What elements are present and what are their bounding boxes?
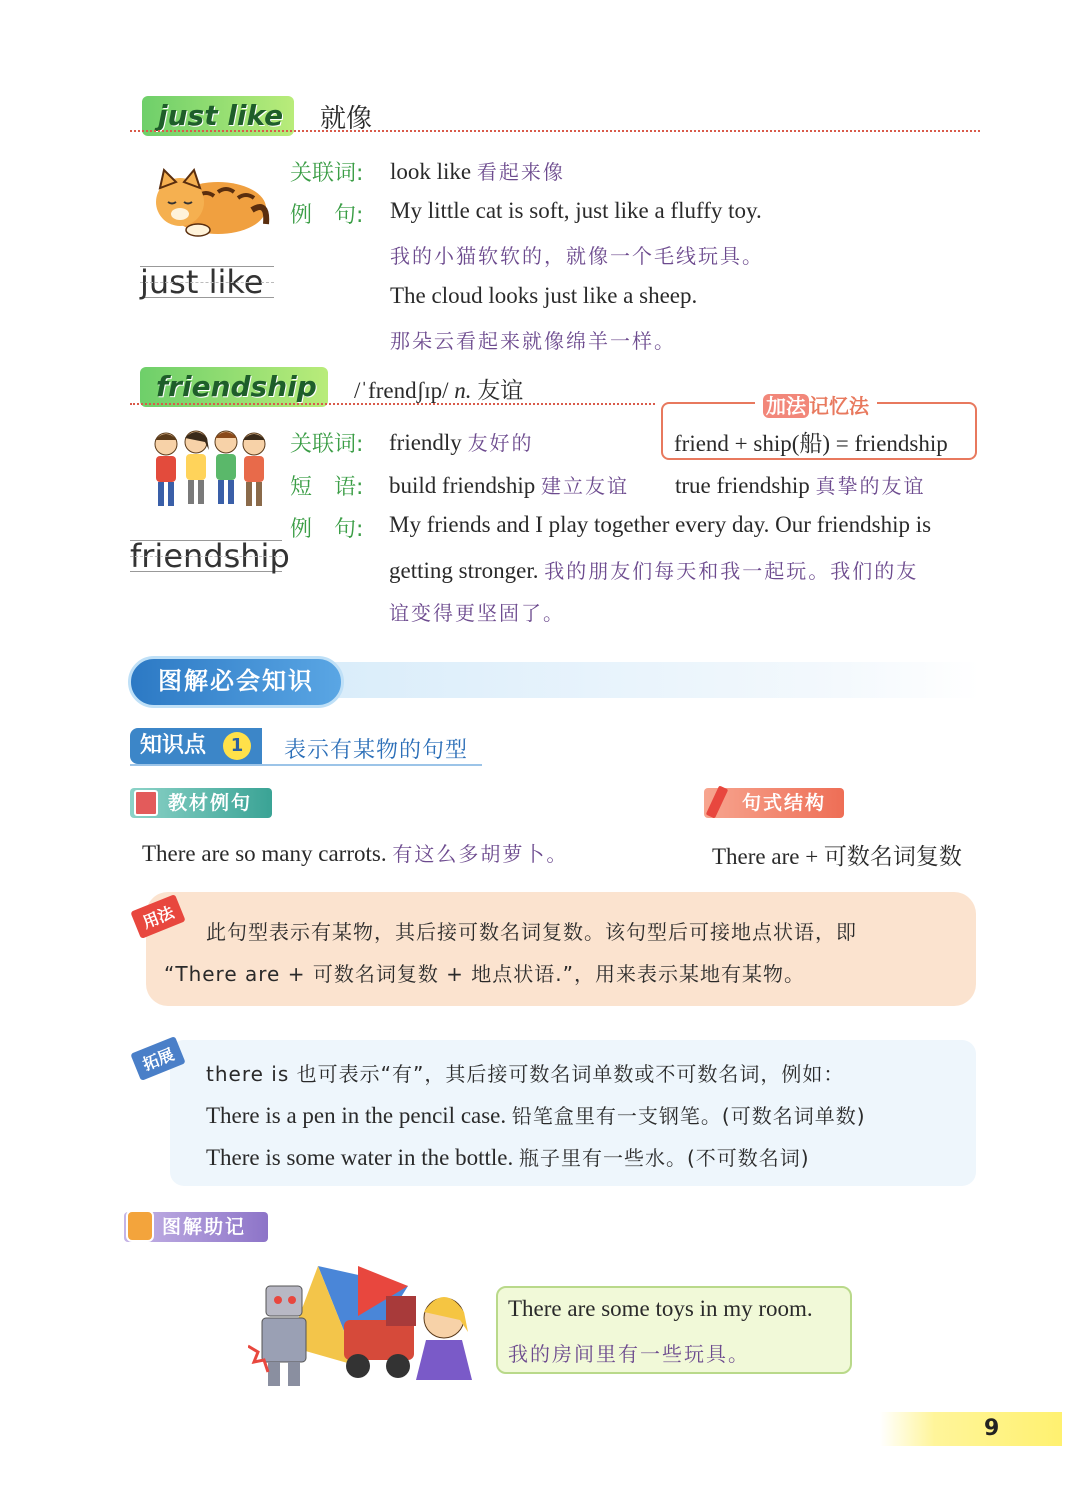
divider-line — [130, 130, 980, 132]
extension-line-1: there is 也可表示“有”，其后接可数名词单数或不可数名词，例如： — [206, 1062, 845, 1086]
structure-text: There are + 可数名词复数 — [712, 844, 962, 869]
usage-tag: 用法 — [130, 894, 185, 939]
phrase-1 — [389, 470, 629, 499]
word-tag-just-like: just like — [142, 96, 294, 136]
usage-box — [146, 892, 976, 1006]
related-word — [390, 156, 565, 185]
part-of-speech: n. — [454, 378, 472, 403]
usage-line-1: 此句型表示有某物，其后接可数名词复数。该句型后可接地点状语，即 — [206, 920, 857, 944]
example-cn-1: 我的小猫软软的，就像一个毛线玩具。 — [390, 244, 764, 268]
friendship-meaning: 友谊 — [477, 378, 524, 403]
related-en: look like — [390, 159, 472, 184]
extension-line-2-en: There is a pen in the pencil case. — [206, 1103, 507, 1128]
extension-line-2 — [206, 1100, 866, 1129]
example-line-2 — [389, 555, 918, 584]
phrase-1-en: build friendship — [389, 473, 536, 498]
knowledge-point-badge: 知识点 — [130, 728, 262, 764]
divider-line — [130, 403, 655, 405]
word-tag-friendship: friendship — [140, 367, 328, 407]
textbook-example-tag: 教材例句 — [130, 788, 272, 818]
example-line-2-en: getting stronger. — [389, 558, 539, 583]
textbook-sentence-en: There are so many carrots. — [142, 841, 387, 866]
example-cn-2: 那朵云看起来就像绵羊一样。 — [390, 329, 676, 353]
friends-illustration — [146, 424, 272, 516]
knowledge-point-number: 1 — [223, 732, 251, 760]
example-en-2: The cloud looks just like a sheep. — [390, 283, 698, 308]
extension-line-3-cn: 瓶子里有一些水。(不可数名词) — [518, 1146, 810, 1170]
just-like-meaning: 就像 — [320, 104, 373, 133]
example-line-1: My friends and I play together every day. Our friendship is — [389, 512, 932, 537]
textbook-sentence — [142, 838, 568, 867]
friendship-pronunciation — [354, 372, 523, 405]
book-icon — [134, 790, 158, 816]
page-number: 9 — [984, 1416, 1000, 1441]
diagram-note-en: There are some toys in my room. — [508, 1296, 813, 1321]
knowledge-point-title: 表示有某物的句型 — [284, 738, 469, 763]
phrase-2-en: true friendship — [675, 473, 810, 498]
section-banner-bg — [300, 662, 980, 698]
memory-tip-title — [755, 390, 877, 419]
example-label: 例 句: — [290, 517, 364, 542]
extension-tag: 拓展 — [130, 1036, 185, 1081]
toys-illustration — [248, 1256, 476, 1396]
page-number-bar — [880, 1412, 1062, 1446]
related-word — [389, 427, 534, 456]
diagram-note-cn: 我的房间里有一些玩具。 — [508, 1342, 750, 1366]
phrase-1-cn: 建立友谊 — [541, 474, 630, 498]
extension-line-3 — [206, 1142, 810, 1171]
related-en: friendly — [389, 430, 462, 455]
sentence-structure-tag: 句式结构 — [704, 788, 844, 818]
memory-tip-text: friend + ship(船) = friendship — [674, 431, 948, 456]
phrase-label: 短 语: — [290, 475, 364, 500]
extension-line-2-cn: 铅笔盒里有一支钢笔。(可数名词单数) — [511, 1104, 866, 1128]
handwriting-friendship: friendship — [130, 537, 290, 575]
memory-icon — [126, 1210, 154, 1242]
example-en-1: My little cat is soft, just like a fluffy toy. — [390, 198, 762, 223]
related-cn: 看起来像 — [476, 160, 565, 184]
memory-tip-title-highlight: 加法 — [763, 394, 809, 418]
phrase-2 — [675, 470, 926, 499]
knowledge-point-underline — [130, 764, 482, 766]
phonetic: /ˈfrendʃɪp/ — [354, 378, 449, 403]
phrase-2-cn: 真挚的友谊 — [815, 474, 926, 498]
related-label: 关联词: — [290, 432, 364, 457]
handwriting-just-like: just like — [140, 266, 274, 298]
related-label: 关联词: — [290, 161, 364, 186]
section-banner: 图解必会知识 — [128, 656, 344, 708]
extension-line-3-en: There is some water in the bottle. — [206, 1145, 514, 1170]
textbook-sentence-cn: 有这么多胡萝卜。 — [392, 842, 569, 866]
usage-line-2: “There are + 可数名词复数 + 地点状语.”，用来表示某地有某物。 — [164, 962, 806, 986]
example-label: 例 句: — [290, 203, 364, 228]
cat-illustration — [148, 160, 270, 240]
diagram-memory-tag: 图解助记 — [124, 1212, 268, 1242]
example-line-2-cn: 我的朋友们每天和我一起玩。我们的友 — [544, 559, 919, 583]
example-line-3: 谊变得更坚固了。 — [389, 601, 565, 625]
related-cn: 友好的 — [467, 431, 534, 455]
memory-tip-title-rest: 记忆法 — [809, 394, 869, 418]
